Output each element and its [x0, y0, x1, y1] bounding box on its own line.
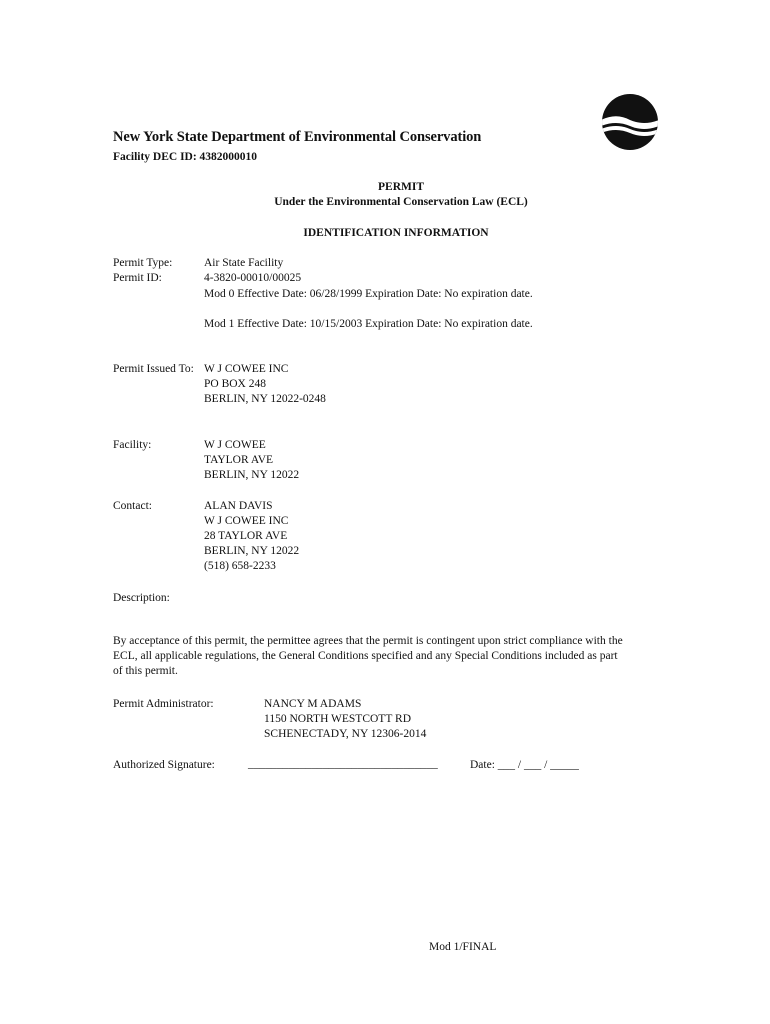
contact-label: Contact:: [113, 500, 152, 512]
facility-dec-id: Facility DEC ID: 4382000010: [113, 151, 258, 163]
signature-label: Authorized Signature:: [113, 759, 215, 771]
admin-line: 1150 NORTH WESTCOTT RD: [264, 713, 412, 725]
section-heading: IDENTIFICATION INFORMATION: [303, 227, 489, 239]
address-line: W J COWEE: [204, 439, 266, 451]
administrator-address: [264, 697, 426, 742]
mod0-dates: Mod 0 Effective Date: 06/28/1999 Expiration Date: No expiration date.: [204, 288, 533, 300]
contact-details: [204, 499, 299, 574]
signature-line[interactable]: _________________________________: [248, 758, 438, 770]
contact-line: 28 TAYLOR AVE: [204, 530, 288, 542]
nysdec-logo-icon: [601, 93, 659, 151]
permit-id-label: Permit ID:: [113, 272, 162, 284]
acceptance-paragraph: By acceptance of this permit, the permittee agrees that the permit is contingent upon strict compliance with the ECL, all applicable regulations, the General Conditions specified and any Special Conditions included as part of this permit.: [113, 635, 623, 677]
permit-type-label: Permit Type:: [113, 257, 173, 269]
signature-date[interactable]: Date: ___ / ___ / _____: [470, 759, 579, 771]
admin-line: NANCY M ADAMS: [264, 698, 362, 710]
address-line: TAYLOR AVE: [204, 454, 274, 466]
agency-title: New York State Department of Environmental Conservation: [113, 129, 482, 145]
permit-subtitle: Under the Environmental Conservation Law (ECL): [274, 196, 528, 208]
address-line: BERLIN, NY 12022-0248: [204, 393, 326, 405]
issued-to-address: [204, 362, 326, 407]
address-line: W J COWEE INC: [204, 363, 289, 375]
issued-to-label: Permit Issued To:: [113, 363, 194, 375]
facility-address: [204, 438, 299, 483]
contact-line: W J COWEE INC: [204, 515, 289, 527]
permit-title: PERMIT: [378, 181, 424, 193]
contact-line: (518) 658-2233: [204, 560, 276, 572]
page-footer: Mod 1/FINAL: [429, 941, 497, 953]
permit-id-value: 4-3820-00010/00025: [204, 272, 302, 284]
facility-label: Facility:: [113, 439, 152, 451]
mod1-dates: Mod 1 Effective Date: 10/15/2003 Expiration Date: No expiration date.: [204, 318, 533, 330]
admin-line: SCHENECTADY, NY 12306-2014: [264, 728, 427, 740]
contact-line: BERLIN, NY 12022: [204, 545, 300, 557]
contact-line: ALAN DAVIS: [204, 500, 273, 512]
permit-type-value: Air State Facility: [204, 257, 284, 269]
address-line: BERLIN, NY 12022: [204, 469, 300, 481]
address-line: PO BOX 248: [204, 378, 266, 390]
administrator-label: Permit Administrator:: [113, 698, 214, 710]
description-label: Description:: [113, 592, 170, 604]
